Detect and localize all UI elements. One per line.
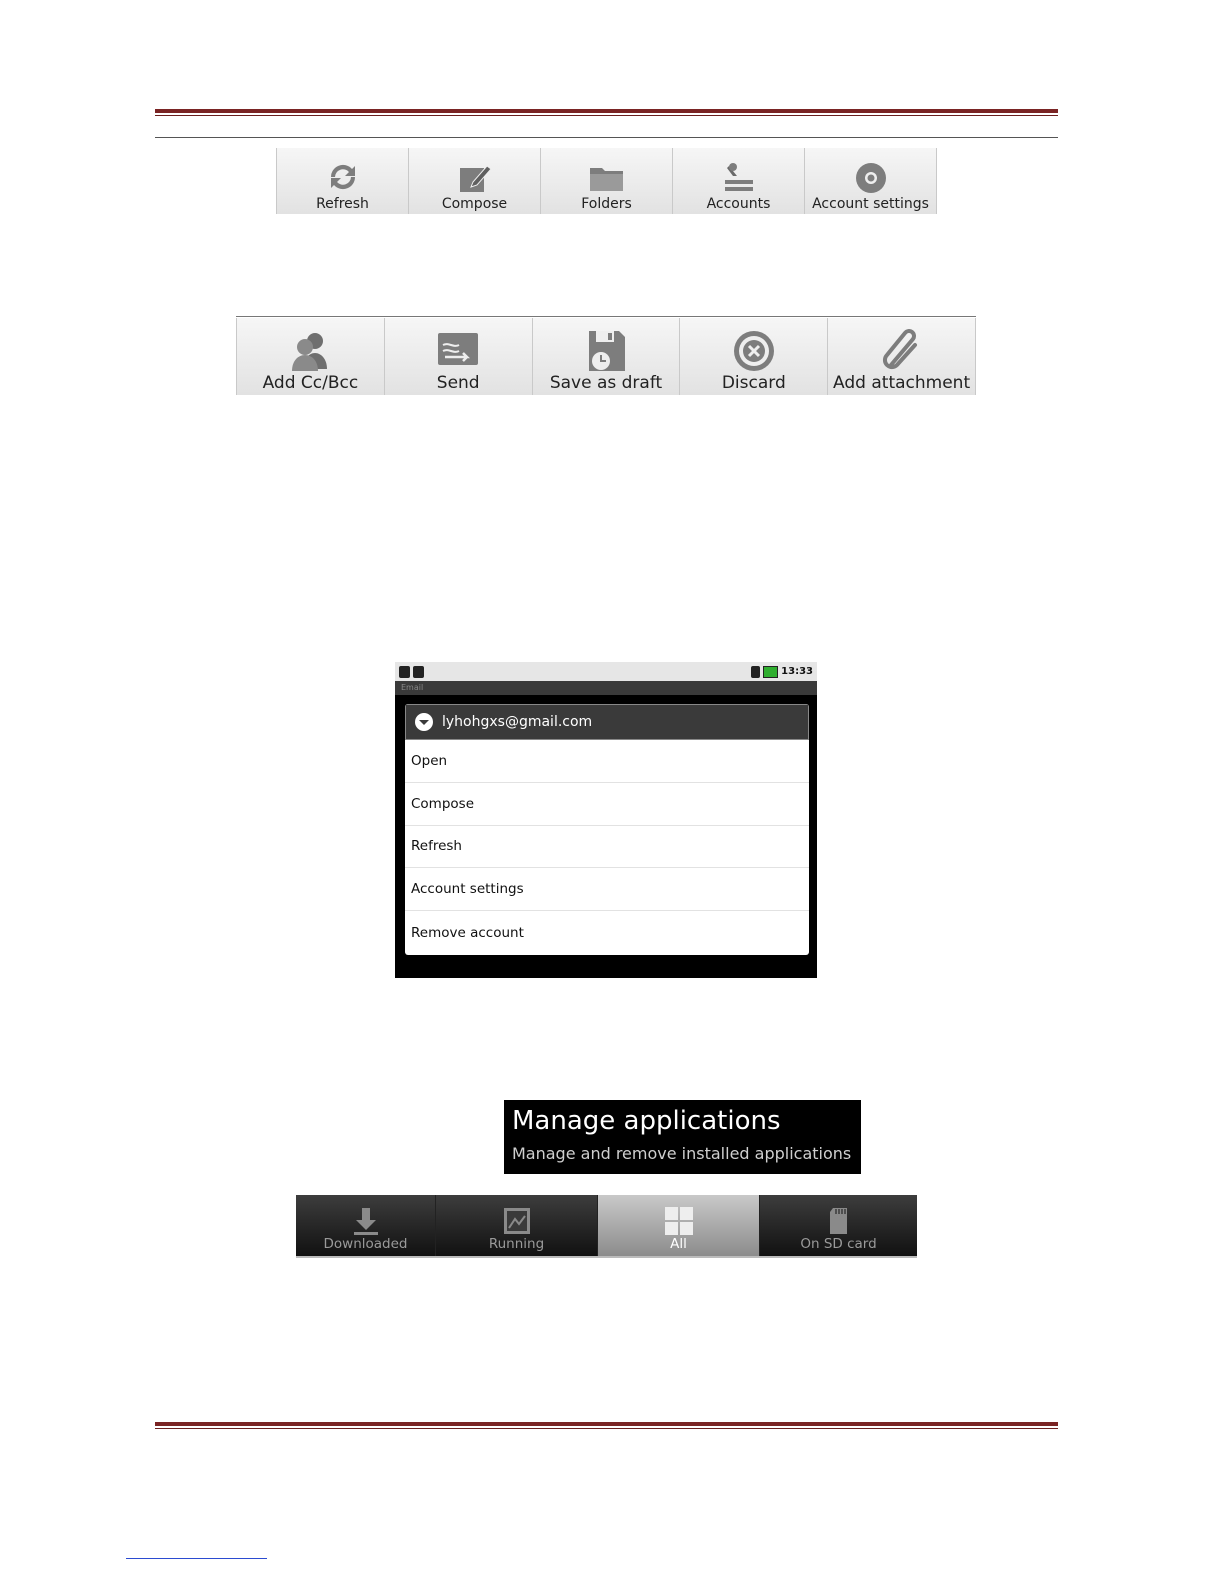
- signal-icon: [751, 666, 760, 678]
- email-menu-bar: [276, 148, 937, 214]
- send-icon: [435, 329, 481, 373]
- compose-menu-top-rule: [236, 316, 976, 317]
- dialog-title: lyhohgxs@gmail.com: [442, 714, 593, 730]
- menu-folders[interactable]: [541, 148, 673, 214]
- manage-applications-title: Manage applications: [512, 1106, 781, 1136]
- menu-compose[interactable]: [409, 148, 541, 214]
- phone-screen: [395, 662, 817, 978]
- option-remove-account[interactable]: Remove account: [411, 924, 524, 941]
- menu-accounts-label: Accounts: [706, 196, 771, 212]
- refresh-icon: [323, 158, 363, 196]
- tab-running[interactable]: [436, 1195, 598, 1256]
- menu-add-attachment[interactable]: [828, 318, 976, 395]
- menu-accounts[interactable]: [673, 148, 805, 214]
- footer-rule-thin: [155, 1428, 1058, 1429]
- menu-send[interactable]: [385, 318, 533, 395]
- accounts-icon: [719, 158, 759, 196]
- account-options-dialog: [405, 704, 809, 955]
- grid-icon: [664, 1206, 694, 1236]
- menu-add-attachment-label: Add attachment: [833, 373, 971, 393]
- battery-icon: [763, 666, 778, 678]
- discard-icon: [731, 329, 777, 373]
- header-rule-gray: [155, 137, 1058, 138]
- running-icon: [502, 1206, 532, 1236]
- tab-all[interactable]: [598, 1195, 760, 1256]
- menu-add-cc-bcc-label: Add Cc/Bcc: [262, 373, 359, 393]
- menu-save-as-draft[interactable]: [533, 318, 681, 395]
- tab-all-label: All: [670, 1236, 687, 1252]
- compose-menu-bar: [236, 318, 976, 395]
- tab-downloaded-label: Downloaded: [323, 1236, 408, 1252]
- tab-on-sd-card[interactable]: [760, 1195, 917, 1256]
- header-rule-thick: [155, 109, 1058, 113]
- compose-icon: [455, 158, 495, 196]
- header-rule-thin: [155, 115, 1058, 116]
- tab-downloaded[interactable]: [296, 1195, 436, 1256]
- footnote-separator: [126, 1558, 267, 1559]
- status-bar: [395, 662, 817, 681]
- menu-discard-label: Discard: [721, 373, 786, 393]
- dialog-header: [405, 704, 809, 740]
- manage-applications-item[interactable]: [504, 1100, 861, 1174]
- menu-folders-label: Folders: [581, 196, 632, 212]
- usb-icon: [399, 666, 410, 678]
- tab-on-sd-card-label: On SD card: [800, 1236, 877, 1252]
- menu-account-settings-label: Account settings: [812, 196, 929, 212]
- menu-save-as-draft-label: Save as draft: [549, 373, 663, 393]
- menu-discard[interactable]: [680, 318, 828, 395]
- notification-icon: [413, 666, 424, 678]
- account-chevron-icon: [414, 712, 434, 732]
- menu-refresh[interactable]: [276, 148, 409, 214]
- status-time: 13:33: [781, 666, 813, 677]
- menu-add-cc-bcc[interactable]: [236, 318, 385, 395]
- menu-send-label: Send: [436, 373, 480, 393]
- option-refresh[interactable]: Refresh: [405, 826, 809, 869]
- menu-compose-label: Compose: [441, 196, 508, 212]
- menu-refresh-label: Refresh: [316, 196, 369, 212]
- download-icon: [351, 1206, 381, 1236]
- settings-icon: [851, 158, 891, 196]
- option-open[interactable]: Open: [405, 740, 809, 783]
- menu-account-settings[interactable]: [805, 148, 937, 214]
- manage-applications-subtitle: Manage and remove installed applications: [512, 1144, 852, 1163]
- folder-icon: [587, 158, 627, 196]
- option-compose[interactable]: Compose: [405, 783, 809, 826]
- option-account-settings[interactable]: Account settings: [405, 868, 809, 911]
- footer-rule-thick: [155, 1422, 1058, 1426]
- save-draft-icon: [583, 329, 629, 373]
- contacts-icon: [287, 329, 333, 373]
- tab-running-label: Running: [488, 1236, 545, 1252]
- app-title: Email: [395, 681, 817, 695]
- sd-card-icon: [824, 1206, 854, 1236]
- attachment-icon: [879, 329, 925, 373]
- application-tabs: [296, 1195, 917, 1258]
